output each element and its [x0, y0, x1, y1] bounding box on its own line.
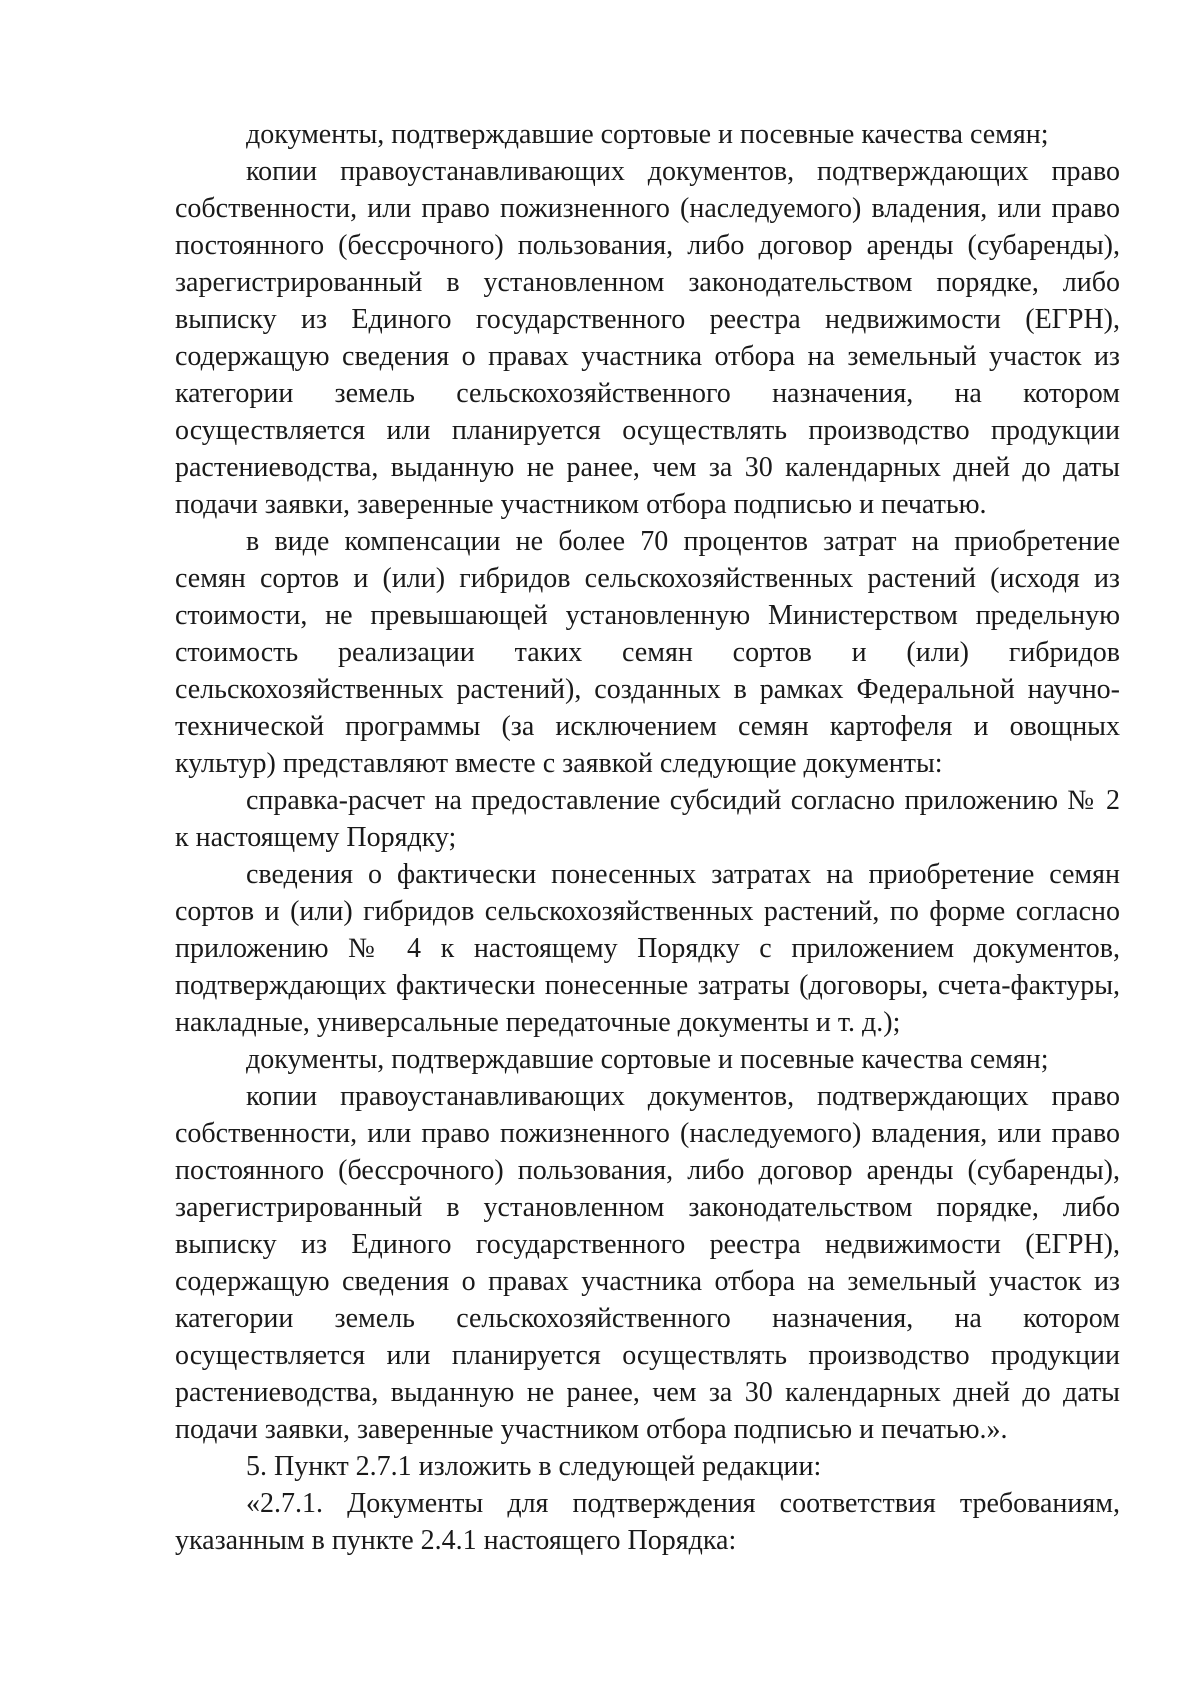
paragraph-seed-quality-docs-repeat: документы, подтверждавшие сортовые и посевные качества семян; — [246, 1044, 1049, 1075]
paragraph-land-rights-copies-repeat: копии правоустанавливающих документов, подтверждающих право собственности, или право пожизненного (наследуемого) владения, или право постоянного (бессрочного) пользования, либо договор аренды (субаренды), зарегистрированный в установленном законодательством порядке, либо выписку из Единого государственного реестра недвижимости (ЕГРН), содержащую сведения о правах участника отбора на земельный участок из категории земель сельскохозяйственного назначения, на котором осуществляется или планируется осуществлять производство продукции растениеводства, выданную не ранее, чем за 30 календарных дней до даты подачи заявки, заверенные участником отбора подписью и печатью.». — [175, 1081, 1120, 1445]
paragraph-subsidy-calculation: справка-расчет на предоставление субсидий согласно приложению № 2 к настоящему Порядку; — [175, 785, 1120, 853]
document-body — [175, 116, 1120, 1559]
paragraph-compensation-70-percent: в виде компенсации не более 70 процентов затрат на приобретение семян сортов и (или) гибридов сельскохозяйственных растений (исходя из стоимости, не превышающей установленную Министерством предельную стоимость реализации таких семян сортов и (или) гибридов сельскохозяйственных растений), созданных в рамках Федеральной научно-технической программы (за исключением семян картофеля и овощных культур) представляют вместе с заявкой следующие документы: — [175, 526, 1120, 779]
paragraph-land-rights-copies: копии правоустанавливающих документов, подтверждающих право собственности, или право пожизненного (наследуемого) владения, или право постоянного (бессрочного) пользования, либо договор аренды (субаренды), зарегистрированный в установленном законодательством порядке, либо выписку из Единого государственного реестра недвижимости (ЕГРН), содержащую сведения о правах участника отбора на земельный участок из категории земель сельскохозяйственного назначения, на котором осуществляется или планируется осуществлять производство продукции растениеводства, выданную не ранее, чем за 30 календарных дней до даты подачи заявки, заверенные участником отбора подписью и печатью. — [175, 156, 1120, 520]
paragraph-seed-quality-docs: документы, подтверждавшие сортовые и посевные качества семян; — [246, 119, 1049, 150]
paragraph-actual-costs: сведения о фактически понесенных затратах на приобретение семян сортов и (или) гибридов сельскохозяйственных растений, по форме согласно приложению № 4 к настоящему Порядку с приложением документов, подтверждающих фактически понесенные затраты (договоры, счета-фактуры, накладные, универсальные передаточные документы и т. д.); — [175, 859, 1120, 1038]
paragraph-item-5: 5. Пункт 2.7.1 изложить в следующей редакции: — [246, 1451, 822, 1482]
paragraph-item-2-7-1: «2.7.1. Документы для подтверждения соответствия требованиям, указанным в пункте 2.4.1 настоящего Порядка: — [175, 1488, 1120, 1556]
